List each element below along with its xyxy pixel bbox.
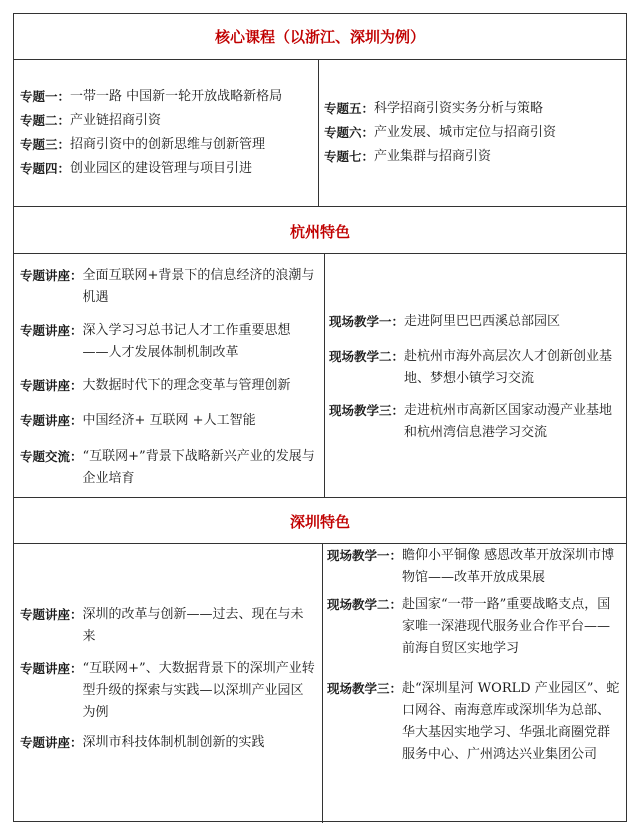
list-item: 专题讲座： 全面互联网+背景下的信息经济的浪潮与机遇 [20, 268, 315, 305]
list-item: 现场教学二： 赴杭州市海外高层次人才创新创业基地、梦想小镇学习交流 [329, 349, 613, 386]
divider [14, 59, 626, 60]
column-divider [318, 59, 319, 206]
divider [14, 543, 626, 544]
divider [14, 253, 626, 254]
list-item: 专题一： 一带一路 中国新一轮开放战略新格局 [20, 89, 283, 104]
list-item: 现场教学一： 走进阿里巴巴西溪总部园区 [329, 314, 561, 329]
column-divider [322, 543, 323, 823]
column-divider [324, 253, 325, 497]
list-item: 现场教学二： 赴国家“一带一路”重要战略支点，国家唯一深港现代服务业合作平台——前海自贸区实地学习 [327, 597, 611, 656]
section-title-core: 核心课程（以浙江、深圳为例） [214, 28, 425, 46]
list-item: 专题讲座： 大数据时代下的理念变革与管理创新 [20, 378, 291, 393]
list-item: 专题四： 创业园区的建设管理与项目引进 [20, 161, 253, 176]
list-item: 现场教学三： 走进杭州市高新区国家动漫产业基地和杭州湾信息港学习交流 [329, 403, 613, 440]
list-item: 专题二： 产业链招商引资 [20, 113, 162, 128]
list-item: 专题三： 招商引资中的创新思维与创新管理 [20, 137, 266, 152]
divider [14, 206, 626, 207]
list-item: 专题七： 产业集群与招商引资 [324, 149, 492, 164]
list-item: 专题讲座： 中国经济+ 互联网 +人工智能 [20, 413, 256, 428]
list-item: 专题六： 产业发展、城市定位与招商引资 [324, 125, 557, 140]
list-item: 专题讲座： 深入学习习总书记人才工作重要思想——人才发展体制机制改革 [20, 323, 291, 360]
list-item: 专题讲座： 深圳市科技体制机制创新的实践 [20, 735, 265, 750]
section-title-hangzhou: 杭州特色 [289, 223, 350, 241]
list-item: 专题讲座： “互联网+”、大数据背景下的深圳产业转型升级的探索与实践—以深圳产业园区为例 [20, 661, 315, 720]
divider [14, 497, 626, 498]
course-table [13, 13, 627, 822]
list-item: 专题交流： “互联网+”背景下战略新兴产业的发展与企业培育 [20, 449, 315, 486]
list-item: 现场教学三： 赴“深圳星河 WORLD 产业园区”、蛇口网谷、南海意库或深圳华为总部、华大基因实地学习、华强北商圈党群服务中心、广州鸿达兴业集团公司 [327, 681, 620, 762]
list-item: 专题讲座： 深圳的改革与创新——过去、现在与未来 [20, 607, 304, 644]
list-item: 专题五： 科学招商引资实务分析与策略 [324, 101, 544, 116]
list-item: 现场教学一： 瞻仰小平铜像 感恩改革开放深圳市博物馆——改革开放成果展 [327, 548, 615, 585]
section-title-shenzhen: 深圳特色 [289, 513, 350, 531]
